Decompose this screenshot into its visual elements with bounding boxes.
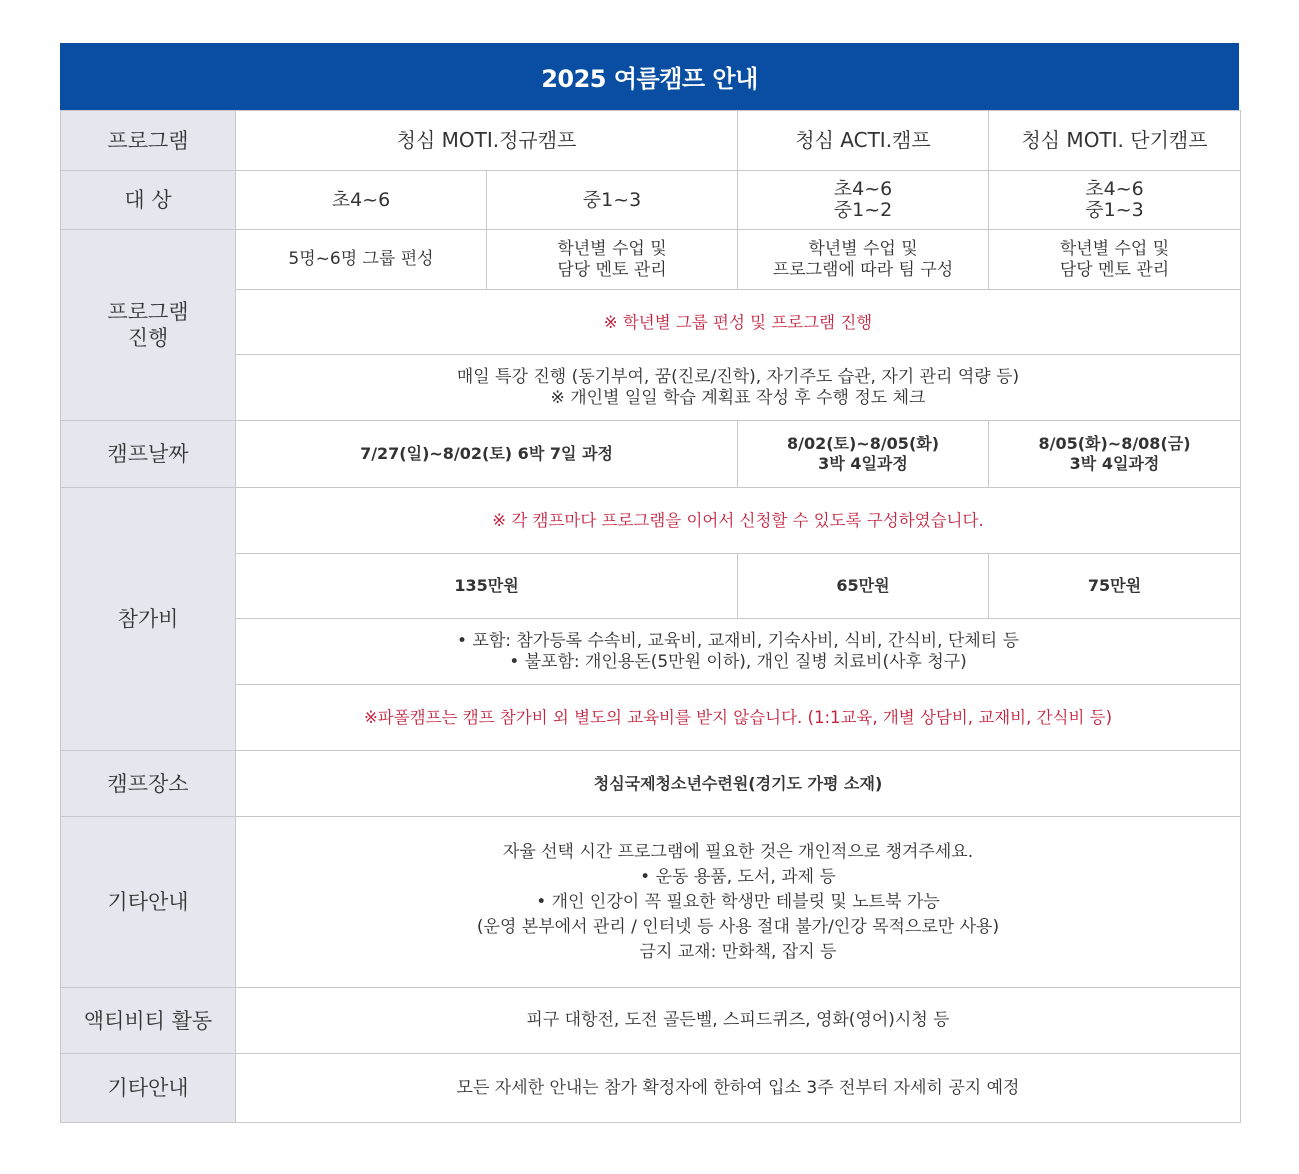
- label-progress-line1: 프로그램: [107, 300, 189, 324]
- dates-acti-line2: 3박 4일과정: [818, 454, 908, 473]
- fee-regular: 135만원: [236, 554, 738, 619]
- label-progress-line2: 진행: [127, 326, 169, 350]
- page-title: 2025 여름캠프 안내: [60, 43, 1239, 110]
- label-activity: 액티비티 활동: [61, 988, 236, 1054]
- progress-acti-line2: 프로그램에 따라 팀 구성: [772, 259, 954, 280]
- label-program: 프로그램: [61, 111, 236, 171]
- etc2-value: 모든 자세한 안내는 참가 확정자에 한하여 입소 3주 전부터 자세히 공지 예정: [236, 1054, 1241, 1123]
- dates-acti: [738, 421, 989, 488]
- etc1-value: [236, 817, 1241, 988]
- etc1-line4: (운영 본부에서 관리 / 인터넷 등 사용 절대 불가/인강 목적으로만 사용): [476, 916, 1000, 937]
- special-line1: 매일 특강 진행 (동기부여, 꿈(진로/진학), 자기주도 습관, 자기 관리 역량 등): [456, 366, 1020, 387]
- row-progress-groups: [61, 230, 1241, 290]
- target-acti-line2: 중1~2: [833, 199, 893, 221]
- fee-note: ※ 각 캠프마다 프로그램을 이어서 신청할 수 있도록 구성하였습니다.: [236, 488, 1241, 554]
- etc1-line5: 금지 교재: 만화책, 잡지 등: [639, 941, 837, 962]
- dates-acti-line1: 8/02(토)~8/05(화): [786, 434, 940, 453]
- label-progress: [61, 230, 236, 421]
- fee-include: • 포함: 참가등록 수속비, 교육비, 교재비, 기숙사비, 식비, 간식비, 단체티 등: [456, 630, 1020, 651]
- progress-short: [989, 230, 1241, 290]
- progress-acti-line1: 학년별 수업 및: [808, 238, 918, 259]
- target-acti: [738, 171, 989, 230]
- target-acti-line1: 초4~6: [833, 178, 893, 200]
- fee-short: 75만원: [989, 554, 1241, 619]
- fee-papol-note: ※파폴캠프는 캠프 참가비 외 별도의 교육비를 받지 않습니다. (1:1교육, 개별 상담비, 교재비, 간식비 등): [236, 685, 1241, 751]
- label-fee: 참가비: [61, 488, 236, 751]
- row-progress-note: [61, 290, 1241, 355]
- program-moti-regular: 청심 MOTI.정규캠프: [236, 111, 738, 171]
- row-fee-papol: [61, 685, 1241, 751]
- row-etc1: [61, 817, 1241, 988]
- row-activity: [61, 988, 1241, 1054]
- target-short-line1: 초4~6: [1085, 178, 1144, 200]
- dates-short: [989, 421, 1241, 488]
- progress-note: ※ 학년별 그룹 편성 및 프로그램 진행: [236, 290, 1241, 355]
- place-value: 청심국제청소년수련원(경기도 가평 소재): [236, 751, 1241, 817]
- row-etc2: [61, 1054, 1241, 1123]
- row-fee-note: [61, 488, 1241, 554]
- row-fee-amounts: [61, 554, 1241, 619]
- progress-short-line1: 학년별 수업 및: [1059, 238, 1170, 259]
- etc1-line3: • 개인 인강이 꼭 필요한 학생만 테블릿 및 노트북 가능: [536, 891, 940, 912]
- label-dates: 캠프날짜: [61, 421, 236, 488]
- row-target: [61, 171, 1241, 230]
- program-moti-short: 청심 MOTI. 단기캠프: [989, 111, 1241, 171]
- row-dates: [61, 421, 1241, 488]
- fee-acti: 65만원: [738, 554, 989, 619]
- etc1-line2: • 운동 용품, 도서, 과제 등: [640, 866, 836, 887]
- label-etc1: 기타안내: [61, 817, 236, 988]
- dates-short-line2: 3박 4일과정: [1069, 454, 1160, 473]
- label-etc2: 기타안내: [61, 1054, 236, 1123]
- fee-details: [236, 619, 1241, 685]
- fee-exclude: • 불포함: 개인용돈(5만원 이하), 개인 질병 치료비(사후 청구): [509, 651, 967, 672]
- target-elementary: 초4~6: [236, 171, 487, 230]
- row-progress-special: [61, 355, 1241, 421]
- progress-group-size: 5명~6명 그룹 편성: [236, 230, 487, 290]
- target-short: [989, 171, 1241, 230]
- progress-regular-middle-line1: 학년별 수업 및: [557, 238, 667, 259]
- target-short-line2: 중1~3: [1085, 199, 1144, 221]
- program-acti: 청심 ACTI.캠프: [738, 111, 989, 171]
- label-target: 대 상: [61, 171, 236, 230]
- label-place: 캠프장소: [61, 751, 236, 817]
- row-place: [61, 751, 1241, 817]
- row-program: [61, 111, 1241, 171]
- dates-short-line1: 8/05(화)~8/08(금): [1038, 434, 1191, 453]
- progress-short-line2: 담당 멘토 관리: [1059, 259, 1170, 280]
- progress-regular-middle-line2: 담당 멘토 관리: [557, 259, 667, 280]
- row-fee-details: [61, 619, 1241, 685]
- etc1-line1: 자율 선택 시간 프로그램에 필요한 것은 개인적으로 챙겨주세요.: [502, 841, 974, 862]
- special-line2: ※ 개인별 일일 학습 계획표 작성 후 수행 정도 체크: [550, 387, 926, 408]
- activity-value: 피구 대항전, 도전 골든벨, 스피드퀴즈, 영화(영어)시청 등: [236, 988, 1241, 1054]
- dates-regular: 7/27(일)~8/02(토) 6박 7일 과정: [236, 421, 738, 488]
- camp-info-table: [60, 110, 1241, 1123]
- progress-acti: [738, 230, 989, 290]
- progress-regular-middle: [487, 230, 738, 290]
- target-middle: 중1~3: [487, 171, 738, 230]
- progress-special-lecture: [236, 355, 1241, 421]
